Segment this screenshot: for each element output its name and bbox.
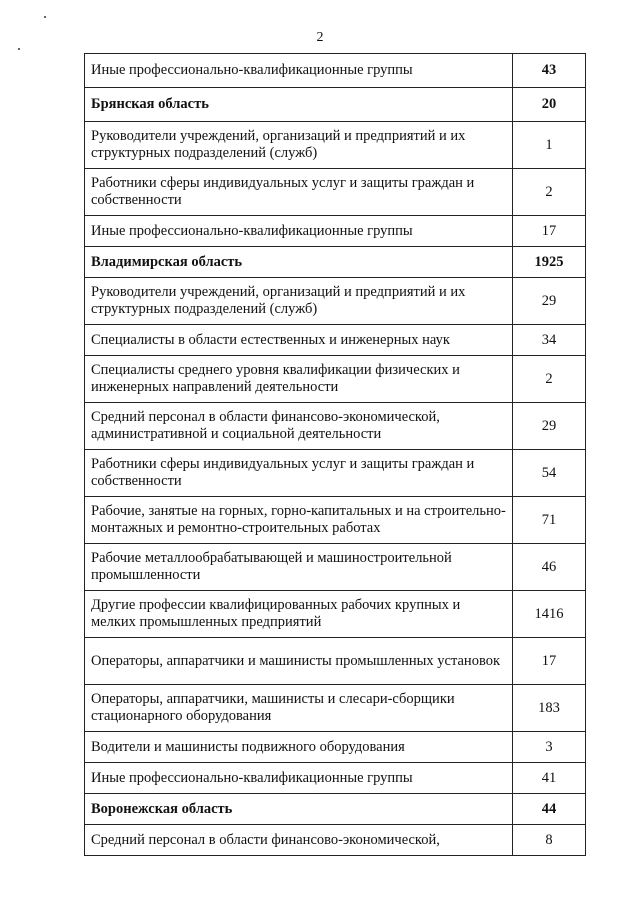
occupation-group-label: Рабочие, занятые на горных, горно-капитальных и на строительно-монтажных и ремонтно-строительных работах (85, 497, 513, 544)
occupation-group-label: Водители и машинисты подвижного оборудования (85, 732, 513, 763)
table-row (85, 356, 586, 403)
occupation-count: 183 (513, 685, 586, 732)
occupation-count: 46 (513, 544, 586, 591)
region-row (85, 794, 586, 825)
occupation-group-label: Рабочие металлообрабатывающей и машиностроительной промышленности (85, 544, 513, 591)
table-row (85, 763, 586, 794)
region-name: Воронежская область (85, 794, 513, 825)
region-row (85, 88, 586, 122)
occupation-count: 17 (513, 638, 586, 685)
table-row (85, 591, 586, 638)
occupation-count: 41 (513, 763, 586, 794)
occupation-group-label: Операторы, аппаратчики и машинисты промышленных установок (85, 638, 513, 685)
table-row (85, 497, 586, 544)
occupation-count: 1 (513, 122, 586, 169)
occupation-group-label: Иные профессионально-квалификационные группы (85, 54, 513, 88)
occupation-count: 54 (513, 450, 586, 497)
occupation-count: 2 (513, 356, 586, 403)
table-row (85, 216, 586, 247)
occupation-group-label: Средний персонал в области финансово-экономической, (85, 825, 513, 856)
table-row (85, 544, 586, 591)
region-total: 44 (513, 794, 586, 825)
occupation-group-label: Другие профессии квалифицированных рабочих крупных и мелких промышленных предприятий (85, 591, 513, 638)
occupation-count: 29 (513, 403, 586, 450)
table-row (85, 54, 586, 88)
table-row (85, 685, 586, 732)
occupation-group-label: Руководители учреждений, организаций и предприятий и их структурных подразделений (служб) (85, 122, 513, 169)
page-number: 2 (316, 30, 324, 45)
occupation-group-label: Работники сферы индивидуальных услуг и защиты граждан и собственности (85, 450, 513, 497)
table-row (85, 450, 586, 497)
occupation-count: 43 (513, 54, 586, 88)
occupation-table (84, 53, 586, 856)
table-row (85, 278, 586, 325)
occupation-count: 1416 (513, 591, 586, 638)
occupation-count: 71 (513, 497, 586, 544)
table-row (85, 169, 586, 216)
scan-speck (44, 16, 46, 18)
table-row (85, 122, 586, 169)
region-name: Владимирская область (85, 247, 513, 278)
occupation-group-label: Специалисты в области естественных и инженерных наук (85, 325, 513, 356)
occupation-count: 29 (513, 278, 586, 325)
table-row (85, 825, 586, 856)
occupation-count: 3 (513, 732, 586, 763)
occupation-group-label: Иные профессионально-квалификационные группы (85, 763, 513, 794)
table-row (85, 638, 586, 685)
occupation-count: 34 (513, 325, 586, 356)
region-row (85, 247, 586, 278)
table-row (85, 732, 586, 763)
occupation-count: 2 (513, 169, 586, 216)
region-total: 1925 (513, 247, 586, 278)
occupation-count: 17 (513, 216, 586, 247)
table-row (85, 403, 586, 450)
table-body (85, 54, 586, 856)
occupation-group-label: Операторы, аппаратчики, машинисты и слесари-сборщики стационарного оборудования (85, 685, 513, 732)
scan-speck (18, 48, 20, 50)
occupation-count: 8 (513, 825, 586, 856)
occupation-group-label: Работники сферы индивидуальных услуг и защиты граждан и собственности (85, 169, 513, 216)
occupation-group-label: Средний персонал в области финансово-экономической, административной и социальной деятельности (85, 403, 513, 450)
table-row (85, 325, 586, 356)
occupation-group-label: Руководители учреждений, организаций и предприятий и их структурных подразделений (служб) (85, 278, 513, 325)
occupation-group-label: Иные профессионально-квалификационные группы (85, 216, 513, 247)
region-total: 20 (513, 88, 586, 122)
region-name: Брянская область (85, 88, 513, 122)
occupation-group-label: Специалисты среднего уровня квалификации физических и инженерных направлений деятельности (85, 356, 513, 403)
